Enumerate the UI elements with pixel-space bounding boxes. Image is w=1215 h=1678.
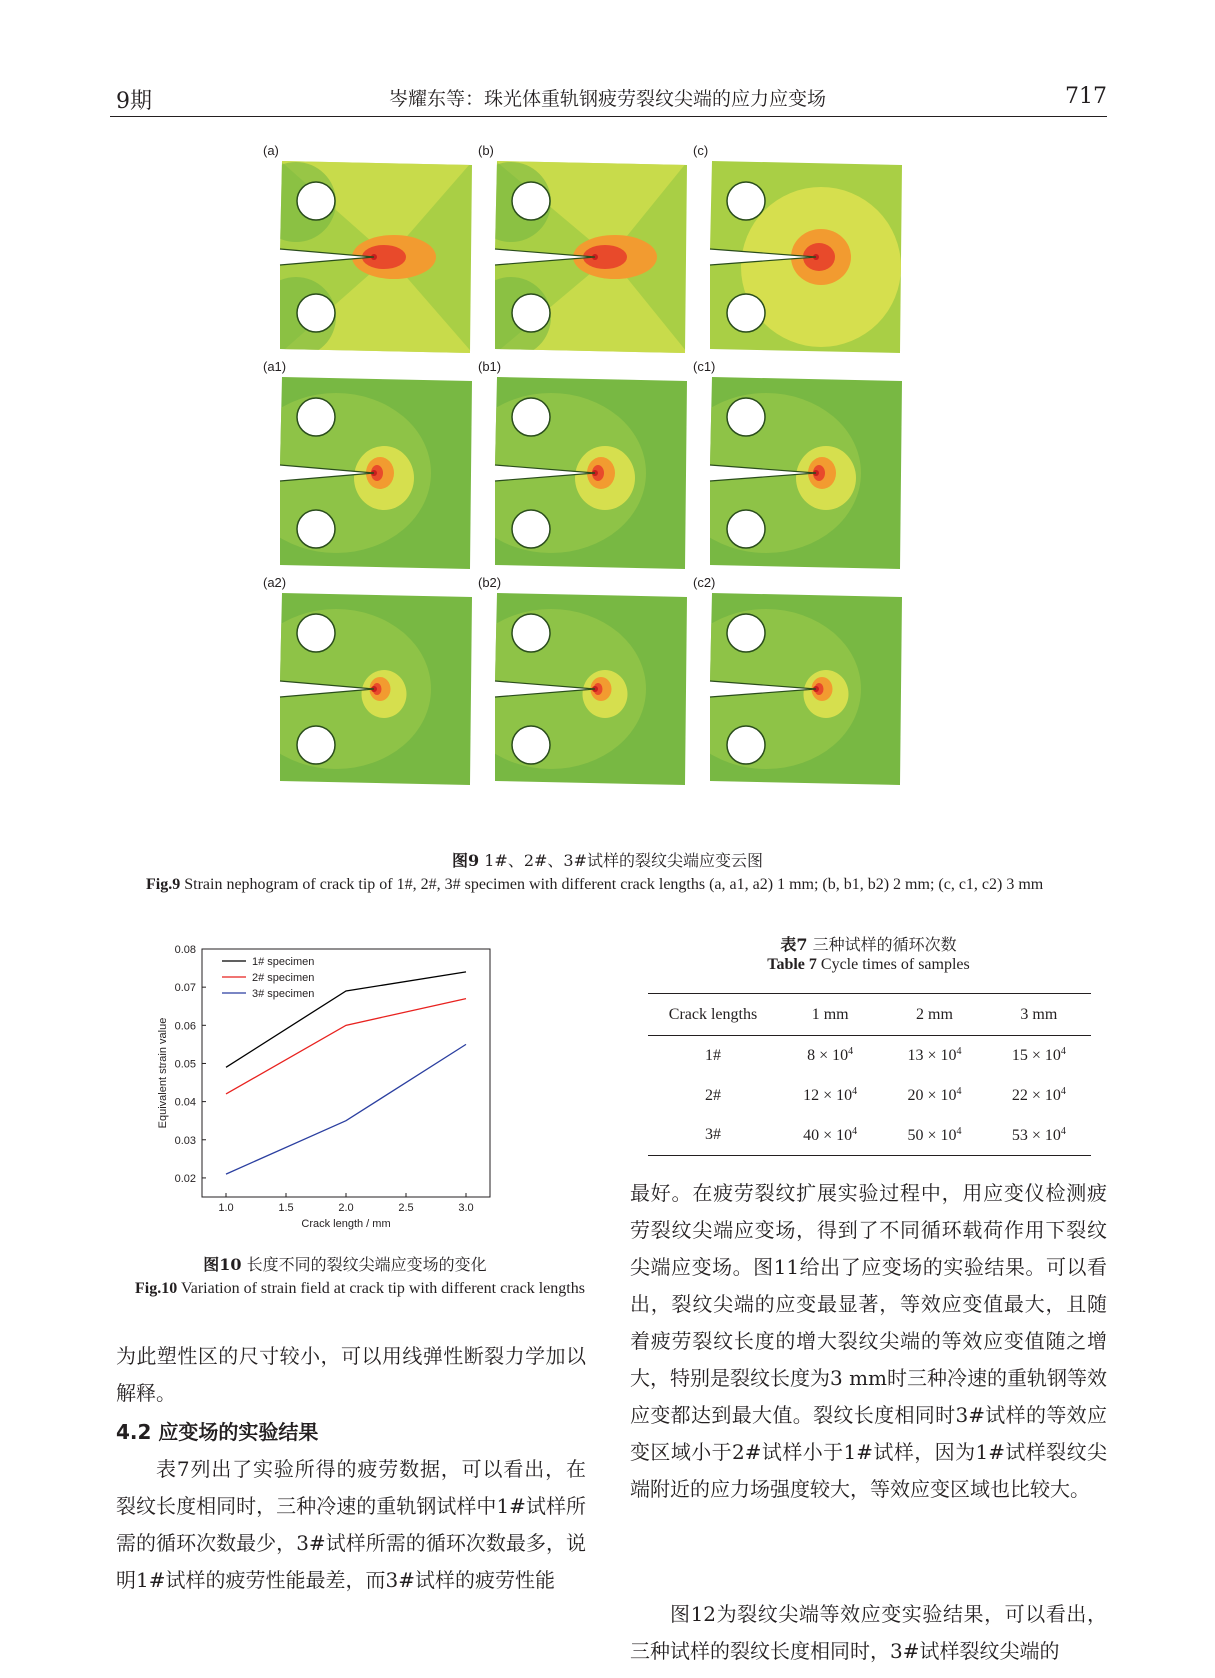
table7-caption-cn-text: 三种试样的循环次数 (812, 935, 957, 954)
nephogram-panel (477, 143, 709, 369)
pin-hole (727, 182, 765, 220)
pin-hole (727, 726, 765, 764)
nephogram-panel (692, 575, 924, 801)
pin-hole (512, 614, 550, 652)
panel-label: (b) (478, 143, 494, 158)
y-tick-label: 0.04 (174, 1096, 196, 1109)
body-paragraph-left-2: 表7列出了实验所得的疲劳数据，可以看出，在裂纹长度相同时，三种冷速的重轨钢试样中1#试样所需的循环次数最少，3#试样所需的循环次数最多，说明1#试样的疲劳性能最差，而3#试样的疲劳性能 (116, 1457, 586, 1592)
nephogram-svg (706, 589, 906, 789)
strain-line-chart (157, 935, 530, 1240)
table-header-cell: 3 mm (987, 994, 1091, 1036)
nephogram-panel (477, 359, 709, 585)
fig10-caption-en (135, 1277, 590, 1300)
pin-hole (512, 294, 550, 332)
table-header-cell: 2 mm (882, 994, 986, 1036)
pin-hole (727, 294, 765, 332)
nephogram-field (456, 373, 691, 573)
fig10-caption-cn-text: 长度不同的裂纹尖端应变场的变化 (246, 1255, 487, 1274)
panel-label: (a) (263, 143, 279, 158)
table-row-label: 3# (648, 1116, 778, 1156)
panel-label: (c1) (693, 359, 716, 374)
running-title: 岑耀东等：珠光体重轨钢疲劳裂纹尖端的应力应变场 (388, 88, 826, 110)
y-tick-label: 0.02 (174, 1172, 196, 1185)
body-paragraph-left-1: 为此塑性区的尺寸较小，可以用线弹性断裂力学加以解释。 (116, 1344, 586, 1405)
fig10-caption-en-number: Fig.10 (135, 1280, 178, 1297)
table-row-label: 2# (705, 1086, 721, 1104)
body-paragraph-right-1: 最好。在疲劳裂纹扩展实验过程中，用应变仪检测疲劳裂纹尖端应变场，得到了不同循环载荷作用下裂纹尖端应变场。图11给出了应变场的实验结果。可以看出，裂纹尖端的应变最显著，等效应变值最大，且随着疲劳裂纹长度的增大裂纹尖端的等效应变值随之增大，特别是裂纹长度为3 mm时三种冷速的重轨钢等效应变都达到最大值。裂纹长度相同时3#试样的等效应变区域小于2#试样小于1#试样，因为1#试样裂纹尖端附近的应力场强度较大，等效应变区域也比较大。 (630, 1181, 1108, 1501)
table-row (648, 1116, 1091, 1156)
x-tick-label: 2.0 (338, 1202, 354, 1214)
fig9-caption-en-number: Fig.9 (146, 876, 181, 893)
series-line (226, 1044, 466, 1174)
nephogram-field (256, 157, 476, 357)
nephogram-svg (491, 157, 691, 357)
panel-label: (a2) (263, 575, 287, 590)
fig10-caption-cn (110, 1252, 580, 1275)
fig9-caption-cn-number: 图9 (452, 851, 480, 870)
nephogram-field (241, 373, 476, 573)
pin-hole (512, 398, 550, 436)
plot-frame (202, 949, 490, 1197)
fig9-caption-cn (0, 848, 1215, 871)
nephogram-field (456, 589, 691, 789)
panel-label: (b2) (478, 575, 502, 590)
table-cell: $8 \times 10^4$ (807, 1046, 854, 1065)
y-tick-label: 0.03 (174, 1134, 196, 1147)
header-rule (110, 116, 1107, 117)
table-cell: $53 \times 10^4$ (987, 1116, 1091, 1156)
fig10-caption-cn-number: 图10 (203, 1255, 242, 1274)
table-header-cell: Crack lengths (648, 994, 778, 1036)
pin-hole (512, 182, 550, 220)
pin-hole (297, 614, 335, 652)
nephogram-field (471, 157, 691, 357)
y-tick-label: 0.08 (174, 944, 196, 956)
table7-caption-en (630, 956, 1107, 974)
nephogram-panel (262, 575, 494, 801)
pin-hole (297, 294, 335, 332)
nephogram-svg (491, 373, 691, 573)
nephogram-svg (706, 373, 906, 573)
table-cell: $40 \times 10^4$ (778, 1116, 882, 1156)
nephogram-svg (276, 373, 476, 573)
panel-label: (c2) (693, 575, 716, 590)
table-row (648, 1076, 1091, 1116)
nephogram-svg (276, 589, 476, 789)
panel-label: (a1) (263, 359, 287, 374)
y-tick-label: 0.05 (174, 1058, 196, 1071)
table-row (648, 1036, 1091, 1076)
fig9-caption-en (146, 873, 1076, 896)
nephogram-svg (491, 589, 691, 789)
pin-hole (512, 510, 550, 548)
series-line (226, 972, 466, 1067)
table7-caption-cn-number: 表7 (780, 935, 808, 954)
pin-hole (297, 726, 335, 764)
nephogram-svg (706, 157, 906, 357)
section-heading: 4.2 应变场的实验结果 (116, 1420, 319, 1444)
nephogram-panel (477, 575, 709, 801)
pin-hole (512, 726, 550, 764)
x-tick-label: 1.5 (278, 1202, 294, 1214)
table-cell: $20 \times 10^4$ (907, 1086, 962, 1104)
panel-label: (b1) (478, 359, 502, 374)
y-tick-label: 0.06 (174, 1020, 196, 1033)
legend-label: 1# specimen (252, 956, 315, 968)
x-tick-label: 1.0 (218, 1202, 234, 1214)
table-header-row (648, 994, 1091, 1036)
nephogram-field (241, 589, 476, 789)
nephogram-panel (692, 143, 924, 369)
nephogram-panel (692, 359, 924, 585)
legend-label: 3# specimen (252, 988, 315, 1000)
table-header-cell: 1 mm (778, 994, 882, 1036)
panel-label: (c) (693, 143, 709, 158)
pin-hole (297, 182, 335, 220)
x-tick-label: 2.5 (398, 1202, 414, 1214)
cycle-times-table (648, 993, 1091, 1156)
table-cell: $12 \times 10^4$ (803, 1086, 858, 1104)
table-cell: $22 \times 10^4$ (1011, 1086, 1066, 1104)
table-cell: $50 \times 10^4$ (882, 1116, 986, 1156)
table-cell: $13 \times 10^4$ (907, 1046, 962, 1065)
table7-caption-en-text: Cycle times of samples (820, 956, 970, 973)
table7-caption-cn (630, 932, 1107, 955)
table-cell: $15 \times 10^4$ (1011, 1046, 1066, 1065)
legend-label: 2# specimen (252, 972, 315, 984)
table7-caption-en-number: Table 7 (767, 956, 817, 973)
strain-nephogram-grid (262, 143, 962, 825)
series-line (226, 999, 466, 1094)
nephogram-panel (262, 359, 494, 585)
nephogram-panel (262, 143, 494, 369)
page-number: 717 (1065, 84, 1107, 109)
pin-hole (297, 510, 335, 548)
pin-hole (297, 398, 335, 436)
x-tick-label: 3.0 (458, 1202, 474, 1214)
x-axis-label: Crack length / mm (301, 1218, 391, 1230)
chart-svg (157, 935, 530, 1240)
y-tick-label: 0.07 (174, 982, 196, 995)
pin-hole (727, 510, 765, 548)
fig9-caption-en-text: Strain nephogram of crack tip of 1#, 2#, 3# specimen with different crack lengths (a, a1, a2) 1 mm; (b, b1, b2) 2 mm; (c, c1, c2) 3 mm (184, 876, 1044, 893)
y-axis-label: Equivalent strain value (157, 1017, 169, 1129)
nephogram-field (671, 373, 906, 573)
nephogram-field (671, 589, 906, 789)
body-paragraph-right-2: 图12为裂纹尖端等效应变实验结果，可以看出，三种试样的裂纹长度相同时，3#试样裂纹尖端的 (630, 1602, 1107, 1663)
pin-hole (727, 398, 765, 436)
issue-number: 9期 (116, 89, 152, 114)
fig10-caption-en-text: Variation of strain field at crack tip with different crack lengths (180, 1280, 585, 1297)
nephogram-svg (276, 157, 476, 357)
fig9-caption-cn-text: 1#、2#、3#试样的裂纹尖端应变云图 (484, 851, 763, 870)
table-row-label: 1# (705, 1046, 721, 1064)
pin-hole (727, 614, 765, 652)
